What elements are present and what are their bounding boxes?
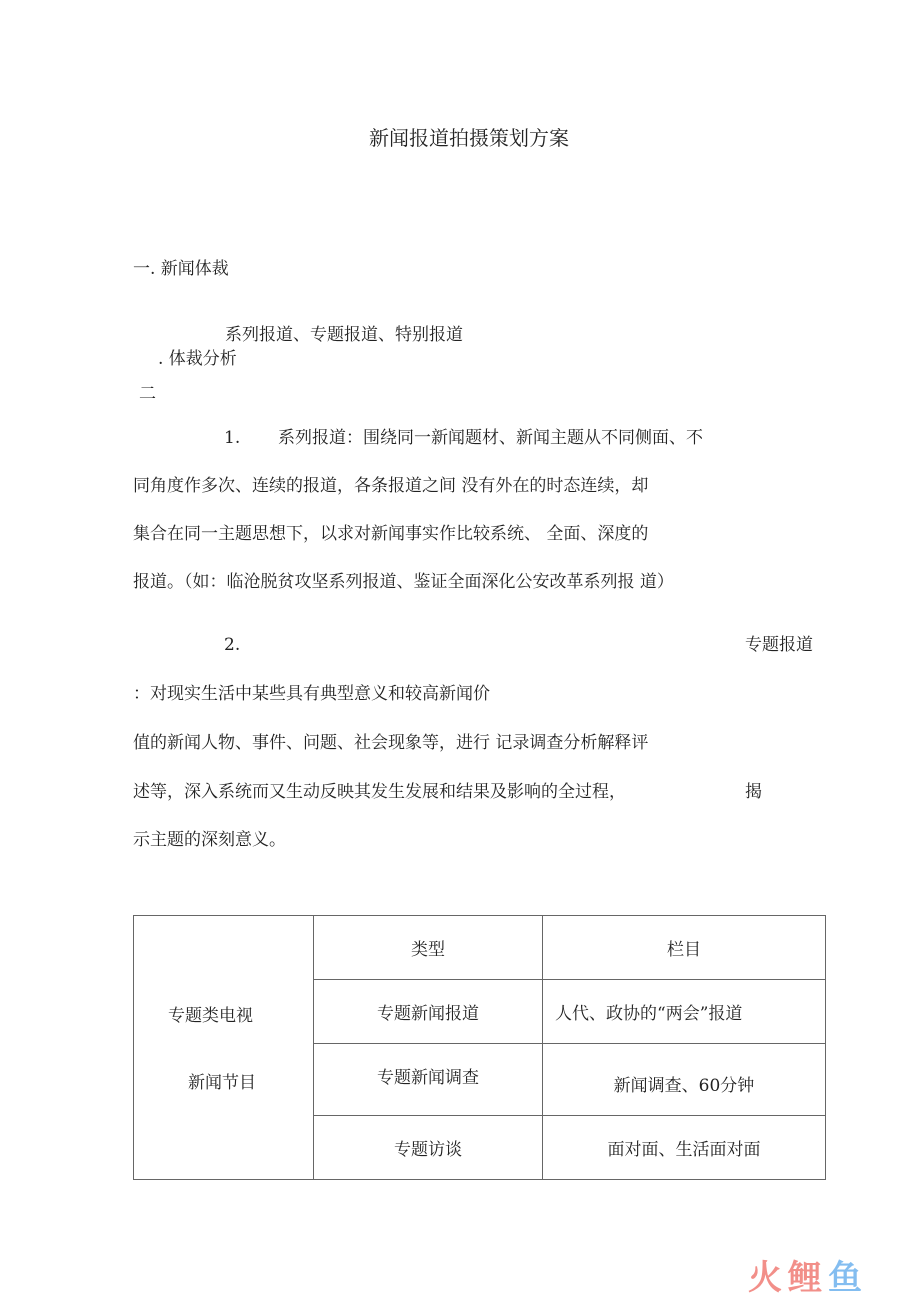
header-type: 类型 xyxy=(314,916,543,980)
watermark-char: 鲤 xyxy=(788,1258,828,1298)
watermark-logo xyxy=(748,1258,908,1298)
section2-heading: . 体裁分析 xyxy=(158,349,237,369)
item1-number: 1. xyxy=(224,428,241,448)
item1-line: 集合在同一主题思想下，以求对新闻事实作比较系统、 全面、深度的 xyxy=(133,524,649,544)
item2-line: ：对现实生活中某些具有典型意义和较高新闻价 xyxy=(133,684,490,704)
item1-line: 同角度作多次、连续的报道，各条报道之间 没有外在的时态连续，却 xyxy=(133,476,649,496)
item2-line-tail: 揭 xyxy=(745,782,762,802)
watermark-char: 火 xyxy=(748,1258,788,1298)
item2-line: 值的新闻人物、事件、问题、社会现象等，进行 记录调查分析解释评 xyxy=(133,733,649,753)
section2-numeral: 二 xyxy=(139,384,156,404)
category-cell xyxy=(134,916,314,1180)
watermark-char: 鱼 xyxy=(828,1258,868,1298)
item1-line: 报道。（如：临沧脱贫攻坚系列报道、鉴证全面深化公安改革系列报 道） xyxy=(133,572,674,592)
item2-line: 述等，深入系统而又生动反映其发生发展和结果及影响的全过程， xyxy=(133,782,626,802)
type-cell: 专题新闻调查 xyxy=(314,1044,543,1116)
document-title: 新闻报道拍摄策划方案 xyxy=(369,126,569,150)
genre-list: 系列报道、专题报道、特别报道 xyxy=(225,325,463,345)
item2-number: 2. xyxy=(224,635,241,655)
section1-heading: 一. 新闻体裁 xyxy=(133,259,229,279)
program-table xyxy=(133,915,826,1180)
header-column: 栏目 xyxy=(543,916,826,980)
item2-term: 专题报道 xyxy=(745,635,813,655)
type-cell: 专题访谈 xyxy=(314,1116,543,1180)
type-cell: 专题新闻报道 xyxy=(314,980,543,1044)
category-line: 专题类电视 xyxy=(168,1006,253,1026)
table-header-row xyxy=(134,916,826,980)
category-line: 新闻节目 xyxy=(188,1073,256,1093)
column-cell: 人代、政协的“两会”报道 xyxy=(543,980,826,1044)
item1-line: 系列报道：围绕同一新闻题材、新闻主题从不同侧面、不 xyxy=(278,428,703,448)
column-cell: 新闻调查、60分钟 xyxy=(543,1044,826,1116)
item2-line: 示主题的深刻意义。 xyxy=(133,830,286,850)
column-cell: 面对面、生活面对面 xyxy=(543,1116,826,1180)
